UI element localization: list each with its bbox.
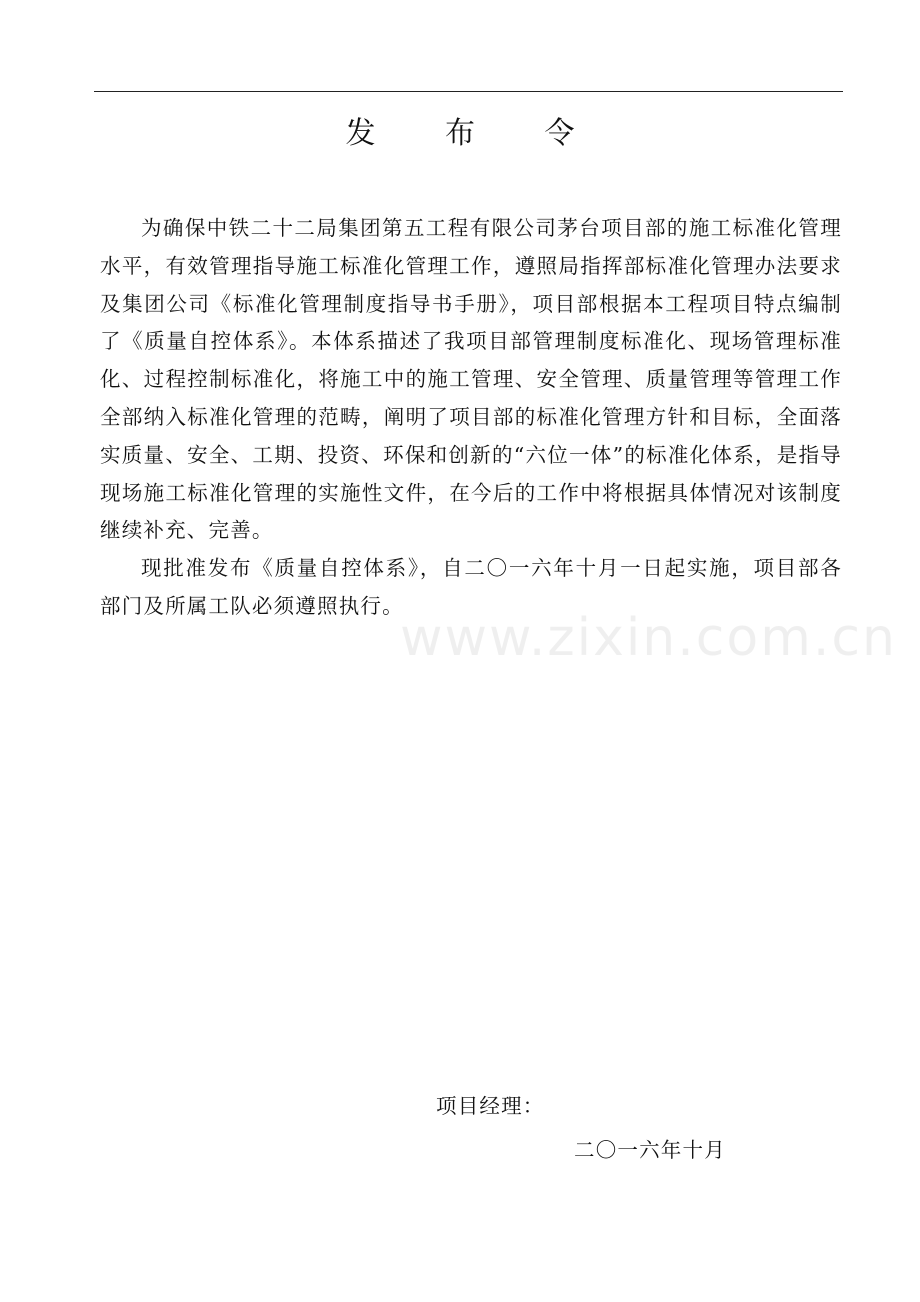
- document-title: 发 布 令: [345, 116, 605, 151]
- document-date: 二〇一六年十月: [574, 1138, 726, 1162]
- header-rule: [94, 91, 843, 92]
- document-body: [100, 210, 842, 626]
- paragraph-1: 为确保中铁二十二局集团第五工程有限公司茅台项目部的施工标准化管理水平，有效管理指导施工标准化管理工作，遵照局指挥部标准化管理办法要求及集团公司《标准化管理制度指导书手册》，项目部根据本工程项目特点编制了《质量自控体系》。本体系描述了我项目部管理制度标准化、现场管理标准化、过程控制标准化，将施工中的施工管理、安全管理、质量管理等管理工作全部纳入标准化管理的范畴，阐明了项目部的标准化管理方针和目标，全面落实质量、安全、工期、投资、环保和创新的“六位一体”的标准化体系，是指导现场施工标准化管理的实施性文件，在今后的工作中将根据具体情况对该制度继续补充、完善。: [100, 216, 842, 543]
- paragraph-2: 现批准发布《质量自控体系》，自二〇一六年十月一日起实施，项目部各部门及所属工队必须遵照执行。: [100, 556, 842, 618]
- signature-label: 项目经理：: [436, 1094, 545, 1118]
- watermark-text: www.zixin.com.cn: [400, 608, 897, 668]
